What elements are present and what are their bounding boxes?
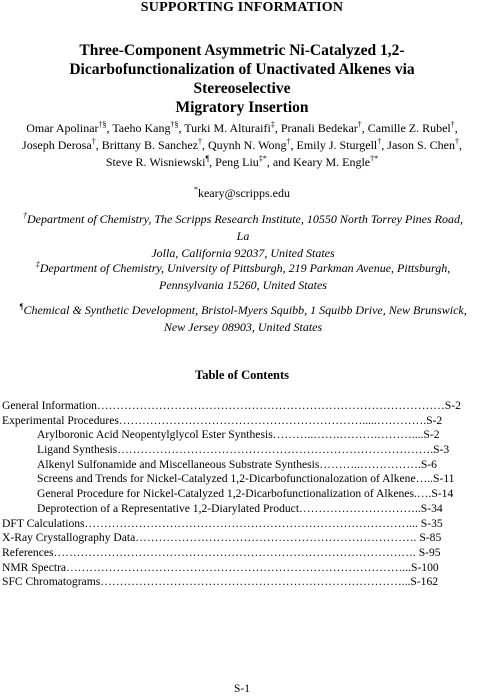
affiliation-line <box>18 302 468 319</box>
toc-entry-text: Screens and Trends for Nickel-Catalyzed 1,2-Dicarbofunctionalozation of Alkene…..S-11 <box>37 472 455 486</box>
affiliation-mark: ‡ <box>35 260 40 269</box>
toc-entry[interactable] <box>0 443 484 458</box>
toc-entry-text: Deprotection of a Representative 1,2-Diarylated Product…………………………..S-34 <box>37 501 443 515</box>
author-line: Joseph Derosa†, Brittany B. Sanchez†, Quynh N. Wong†, Emily J. Sturgell†, Jason S. Chen†, <box>22 137 462 152</box>
affiliation-mark: † <box>23 211 27 220</box>
page-number: S-1 <box>234 683 250 695</box>
toc-entry[interactable] <box>0 561 484 576</box>
toc-entry-text: Ligand Synthesis……………………………………………………………………….S-3 <box>37 443 450 457</box>
toc-entry[interactable] <box>0 575 484 590</box>
affiliation-line: New Jersey 08903, United States <box>163 320 323 334</box>
toc-entry-text: NMR Spectra……………………………………………………………………………...S-100 <box>2 560 439 574</box>
toc-entry[interactable] <box>0 428 484 443</box>
affiliation-mark: ¶ <box>19 302 24 311</box>
affiliation-text: Department of Chemistry, University of Pittsburgh, 219 Parkman Avenue, Pittsburgh, <box>39 261 451 275</box>
affiliation-text: Department of Chemistry, The Scripps Research Institute, 10550 North Torrey Pines Road, La <box>27 212 463 243</box>
toc-entry[interactable] <box>0 531 484 546</box>
toc-heading: Table of Contents <box>195 368 289 382</box>
supporting-information-header: SUPPORTING INFORMATION <box>140 0 344 15</box>
toc-entry-text: General Information………………………………………………………………………………S-2 <box>2 399 461 412</box>
toc-entry-text: Alkenyl Sulfonamide and Miscellaneous Substrate Synthesis………..…………….S-6 <box>37 457 437 471</box>
affiliation-scripps <box>18 211 468 262</box>
toc-entry[interactable] <box>0 502 484 517</box>
toc-entry-text: Arylboronic Acid Neopentylglycol Ester Synthesis………..…….……….………....S-2 <box>37 428 440 442</box>
toc-entry-text: References…………………………………………………………………………………. S-95 <box>2 545 441 559</box>
title-line: Three-Component Asymmetric Ni-Catalyzed 1,2- <box>79 42 405 59</box>
toc-entry[interactable] <box>0 472 484 487</box>
toc-entry-text: SFC Chromatograms……………………………………………………………………...S-162 <box>2 575 439 589</box>
author-line: Omar Apolinar†§, Taeho Kang†§, Turki M. Alturaifi‡, Pranali Bedekar†, Camille Z. Rubel†, <box>26 120 458 135</box>
toc-entry[interactable] <box>0 399 484 414</box>
affiliation-bms <box>18 302 468 336</box>
affiliation-text: Chemical & Synthetic Development, Bristol-Myers Squibb, 1 Squibb Drive, New Brunswick, <box>23 303 467 317</box>
table-of-contents <box>0 399 484 590</box>
affiliation-line <box>18 260 468 277</box>
affiliation-line: Pennsylvania 15260, United States <box>159 278 327 292</box>
toc-entry[interactable] <box>0 517 484 532</box>
toc-entry[interactable] <box>0 487 484 502</box>
author-line: Steve R. Wisniewski¶, Peng Liu‡*, and Keary M. Engle†* <box>105 154 379 169</box>
toc-entry-text: DFT Calculations…………………………………………………………………………... S-35 <box>2 516 443 530</box>
toc-entry-text: Experimental Procedures……………………………………………………….....………….S-2 <box>2 413 443 427</box>
affiliation-line: Jolla, California 92037, United States <box>151 246 335 260</box>
title-line: Migratory Insertion <box>175 99 309 116</box>
toc-entry[interactable] <box>0 414 484 429</box>
toc-entry-text: X-Ray Crystallography Data………………………………………………………………. S-85 <box>2 531 442 545</box>
corresponding-email: *keary@scripps.edu <box>193 185 291 200</box>
title-line: Dicarbofunctionalization of Unactivated Alkenes via Stereoselective <box>69 61 415 97</box>
toc-entry-text: General Procedure for Nickel-Catalyzed 1,2-Dicarbofunctionalization of Alkenes.….S-14 <box>37 487 454 501</box>
toc-entry[interactable] <box>0 458 484 473</box>
toc-entry[interactable] <box>0 546 484 561</box>
author-list <box>14 120 470 171</box>
affiliation-line <box>18 211 468 245</box>
paper-title <box>20 41 464 117</box>
affiliation-pittsburgh <box>18 260 468 294</box>
